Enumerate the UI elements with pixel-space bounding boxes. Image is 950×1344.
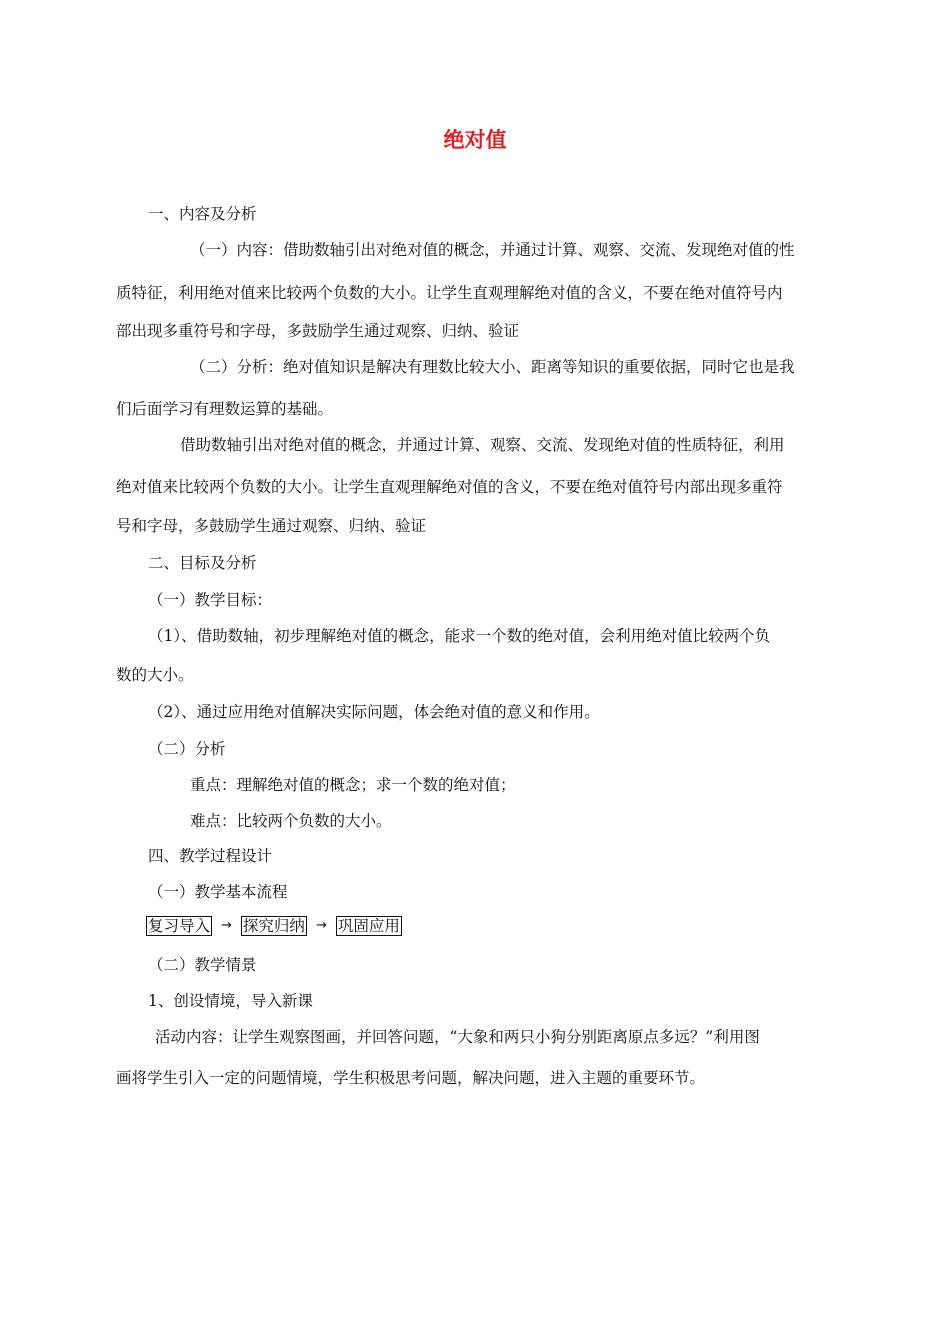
paragraph-line: 质特征，利用绝对值来比较两个负数的大小。让学生直观理解绝对值的含义，不要在绝对值符号内 <box>116 284 783 302</box>
flow-step-review: 复习导入 <box>148 917 211 935</box>
document-title: 绝对值 <box>443 128 507 152</box>
paragraph-line: 活动内容：让学生观察图画，并回答问题，“大象和两只小狗分别距离原点多远？”利用图 <box>155 1028 760 1046</box>
section-heading-goals: 二、目标及分析 <box>148 554 257 572</box>
paragraph-line: 1、创设情境，导入新课 <box>148 992 313 1010</box>
arrow-right-icon: → <box>315 918 327 933</box>
subsection-heading: （二）分析 <box>148 740 226 758</box>
paragraph-line: 画将学生引入一定的问题情境，学生积极思考问题，解决问题，进入主题的重要环节。 <box>116 1069 706 1087</box>
section-heading-content-analysis: 一、内容及分析 <box>148 205 257 223</box>
paragraph-line: 借助数轴引出对绝对值的概念，并通过计算、观察、交流、发现绝对值的性质特征，利用 <box>180 436 785 454</box>
section-heading-process: 四、教学过程设计 <box>148 847 273 865</box>
paragraph-line: 数的大小。 <box>116 666 194 684</box>
subsection-heading: （一）教学目标： <box>148 591 273 609</box>
paragraph-line: 部出现多重符号和字母，多鼓励学生通过观察、归纳、验证 <box>116 322 520 340</box>
subsection-heading: （二）教学情景 <box>148 956 257 974</box>
paragraph-line: （1）、借助数轴，初步理解绝对值的概念，能求一个数的绝对值，会利用绝对值比较两个负 <box>148 627 771 645</box>
subsection-heading: （一）教学基本流程 <box>148 883 288 901</box>
arrow-right-icon: → <box>221 918 232 933</box>
paragraph-line: （2）、通过应用绝对值解决实际问题，体会绝对值的意义和作用。 <box>148 703 600 721</box>
flow-step-apply: 巩固应用 <box>337 917 400 935</box>
paragraph-line: 号和字母，多鼓励学生通过观察、归纳、验证 <box>116 517 427 535</box>
paragraph-line: 们后面学习有理数运算的基础。 <box>116 400 334 418</box>
paragraph-line: （一）内容：借助数轴引出对绝对值的概念，并通过计算、观察、交流、发现绝对值的性 <box>190 241 795 259</box>
paragraph-line: （二）分析：绝对值知识是解决有理数比较大小、距离等知识的重要依据，同时它也是我 <box>190 358 795 376</box>
paragraph-line: 绝对值来比较两个负数的大小。让学生直观理解绝对值的含义，不要在绝对值符号内部出现多重符 <box>116 478 783 496</box>
difficulty-line: 难点：比较两个负数的大小。 <box>190 812 392 830</box>
flow-step-explore: 探究归纳 <box>242 917 305 935</box>
key-point-line: 重点：理解绝对值的概念；求一个数的绝对值； <box>190 776 516 794</box>
flow-diagram <box>146 916 402 936</box>
